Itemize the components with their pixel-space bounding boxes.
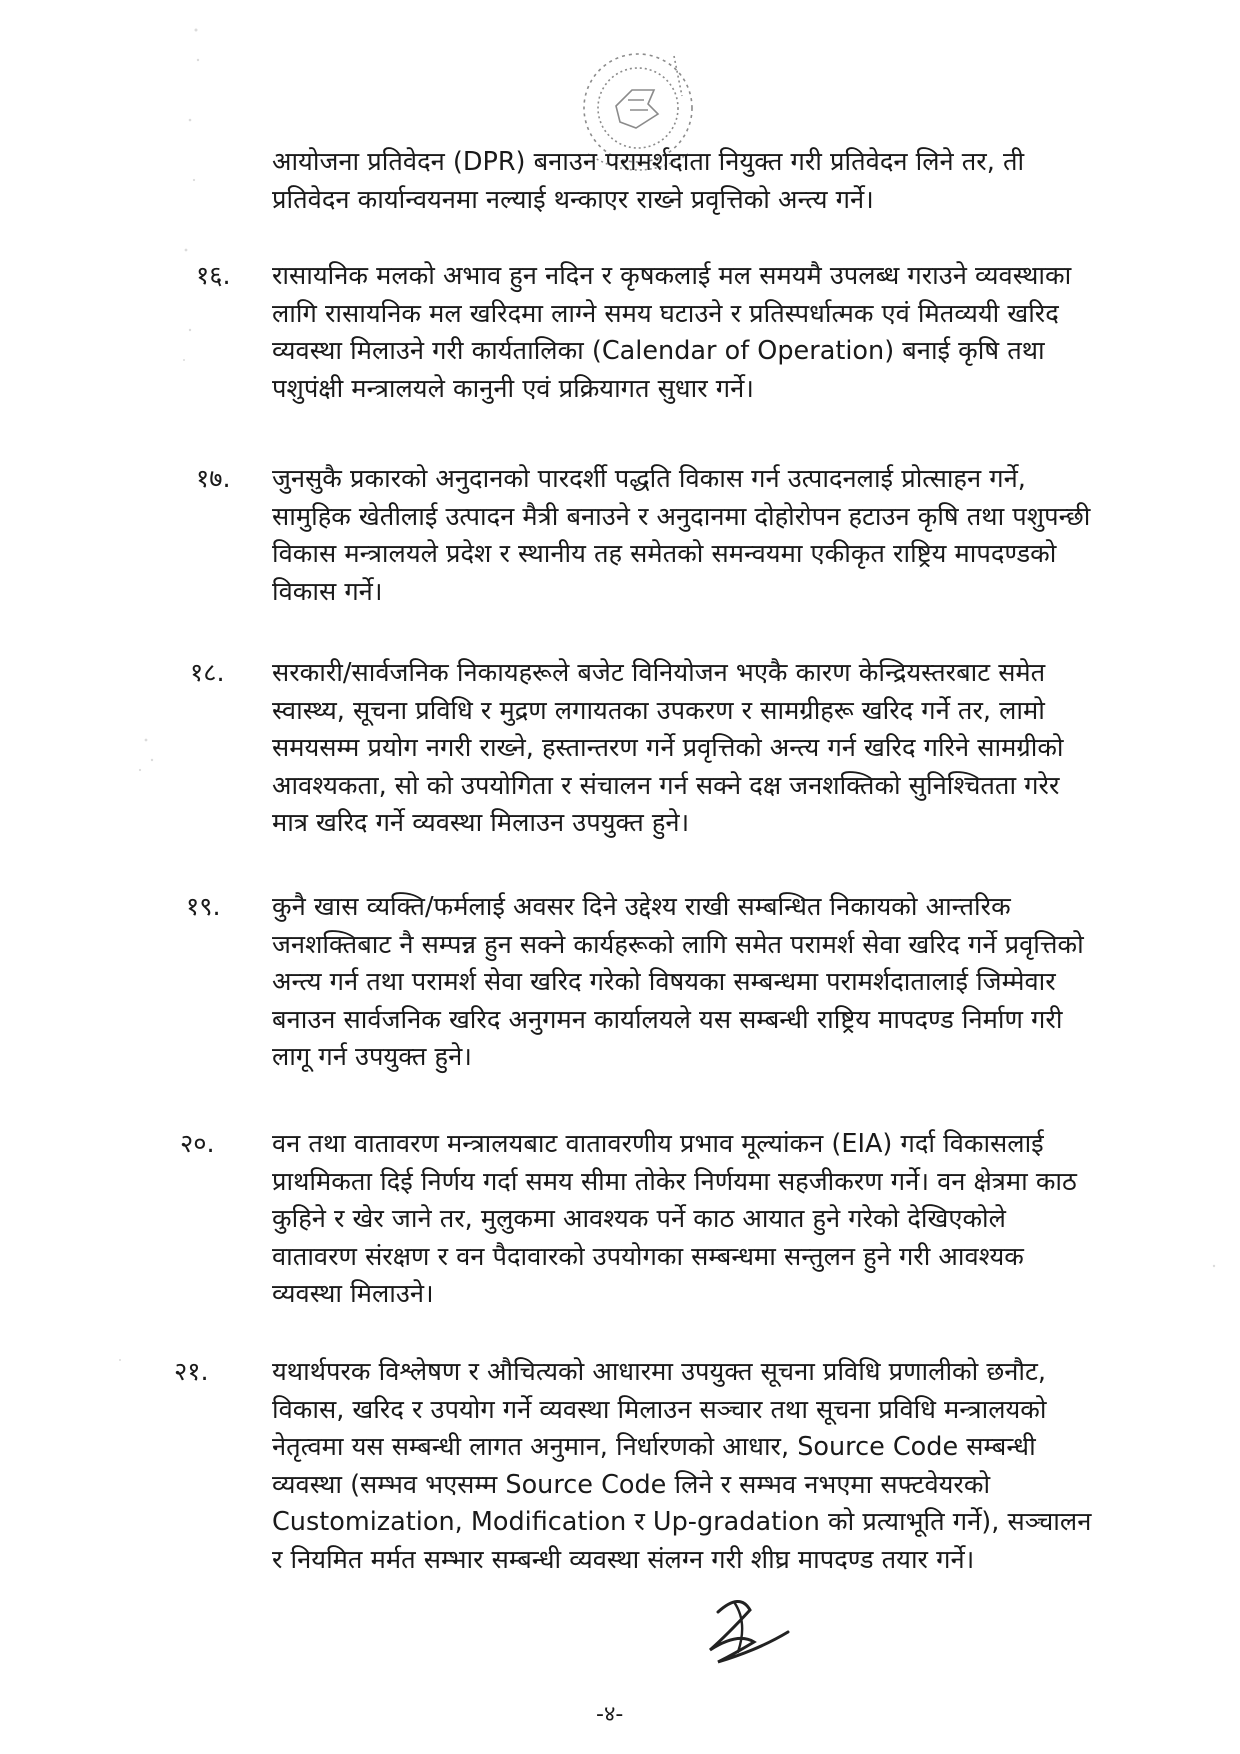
list-item	[272, 655, 1098, 843]
item-number: १९.	[186, 892, 221, 922]
item-text: वन तथा वातावरण मन्त्रालयबाट वातावरणीय प्रभाव मूल्यांकन (EIA) गर्दा विकासलाई प्राथमिकता दिई निर्णय गर्दा समय सीमा तोकेर निर्णयमा सहजीकरण गर्ने। वन क्षेत्रमा काठ कुहिने र खेर जाने तर, मुलुकमा आवश्यक पर्ने काठ आयात हुने गरेको देखिएकोले वातावरण संरक्षण र वन पैदावारको उपयोगका सम्बन्धमा सन्तुलन हुने गरी आवश्यक व्यवस्था मिलाउने।	[272, 1129, 1077, 1309]
list-item	[272, 1126, 1098, 1314]
list-item	[272, 889, 1098, 1077]
item-number: २०.	[180, 1129, 215, 1159]
item-text: यथार्थपरक विश्लेषण र औचित्यको आधारमा उपयुक्त सूचना प्रविधि प्रणालीको छनौट, विकास, खरिद र उपयोग गर्ने व्यवस्था मिलाउन सञ्चार तथा सूचना प्रविधि मन्त्रालयको नेतृत्वमा यस सम्बन्धी लागत अनुमान, निर्धारणको आधार, Source Code सम्बन्धी व्यवस्था (सम्भव भएसम्म Source Code लिने र सम्भव नभएमा सफ्टवेयरको Customization, Modification र Up-gradation को प्रत्याभूति गर्ने), सञ्चालन र नियमित मर्मत सम्भार सम्बन्धी व्यवस्था संलग्न गरी शीघ्र मापदण्ड तयार गर्ने।	[272, 1357, 1092, 1575]
item-number: २१.	[174, 1357, 209, 1387]
intro-text: आयोजना प्रतिवेदन (DPR) बनाउन परामर्शदाता नियुक्त गरी प्रतिवेदन लिने तर, ती प्रतिवेदन कार्यान्वयनमा नल्याई थन्काएर राख्ने प्रवृत्तिको अन्त्य गर्ने।	[272, 147, 1025, 215]
list-item	[272, 258, 1098, 408]
item-number: १८.	[190, 658, 225, 688]
item-text: रासायनिक मलको अभाव हुन नदिन र कृषकलाई मल समयमै उपलब्ध गराउने व्यवस्थाका लागि रासायनिक मल खरिदमा लाग्ने समय घटाउने र प्रतिस्पर्धात्मक एवं मितव्ययी खरिद व्यवस्था मिलाउने गरी कार्यतालिका (Calendar of Operation) बनाई कृषि तथा पशुपंक्षी मन्त्रालयले कानुनी एवं प्रक्रियागत सुधार गर्ने।	[272, 261, 1072, 404]
item-text: जुनसुकै प्रकारको अनुदानको पारदर्शी पद्धति विकास गर्न उत्पादनलाई प्रोत्साहन गर्ने, सामुहिक खेतीलाई उत्पादन मैत्री बनाउने र अनुदानमा दोहोरोपन हटाउन कृषि तथा पशुपन्छी विकास मन्त्रालयले प्रदेश र स्थानीय तह समेतको समन्वयमा एकीकृत राष्ट्रिय मापदण्डको विकास गर्ने।	[272, 464, 1091, 607]
item-text: कुनै खास व्यक्ति/फर्मलाई अवसर दिने उद्देश्य राखी सम्बन्धित निकायको आन्तरिक जनशक्तिबाट नै सम्पन्न हुन सक्ने कार्यहरूको लागि समेत परामर्श सेवा खरिद गर्ने प्रवृत्तिको अन्त्य गर्न तथा परामर्श सेवा खरिद गरेको विषयका सम्बन्धमा परामर्शदातालाई जिम्मेवार बनाउन सार्वजनिक खरिद अनुगमन कार्यालयले यस सम्बन्धी राष्ट्रिय मापदण्ड निर्माण गरी लागू गर्न उपयुक्त हुने।	[272, 892, 1084, 1072]
list-item	[272, 461, 1098, 611]
list-item	[272, 1354, 1098, 1579]
item-text: सरकारी/सार्वजनिक निकायहरूले बजेट विनियोजन भएकै कारण केन्द्रियस्तरबाट समेत स्वास्थ्य, सूचना प्रविधि र मुद्रण लगायतका उपकरण र सामग्रीहरू खरिद गर्ने तर, लामो समयसम्म प्रयोग नगरी राख्ने, हस्तान्तरण गर्ने प्रवृत्तिको अन्त्य गर्न खरिद गरिने सामग्रीको आवश्यकता, सो को उपयोगिता र संचालन गर्न सक्ने दक्ष जनशक्तिको सुनिश्चितता गरेर मात्र खरिद गर्ने व्यवस्था मिलाउन उपयुक्त हुने।	[272, 658, 1064, 838]
item-number: १७.	[196, 464, 231, 494]
item-number: १६.	[196, 261, 231, 291]
signature-icon	[688, 1592, 798, 1676]
page-number: -४-	[596, 1702, 624, 1727]
intro-paragraph	[272, 144, 1098, 219]
